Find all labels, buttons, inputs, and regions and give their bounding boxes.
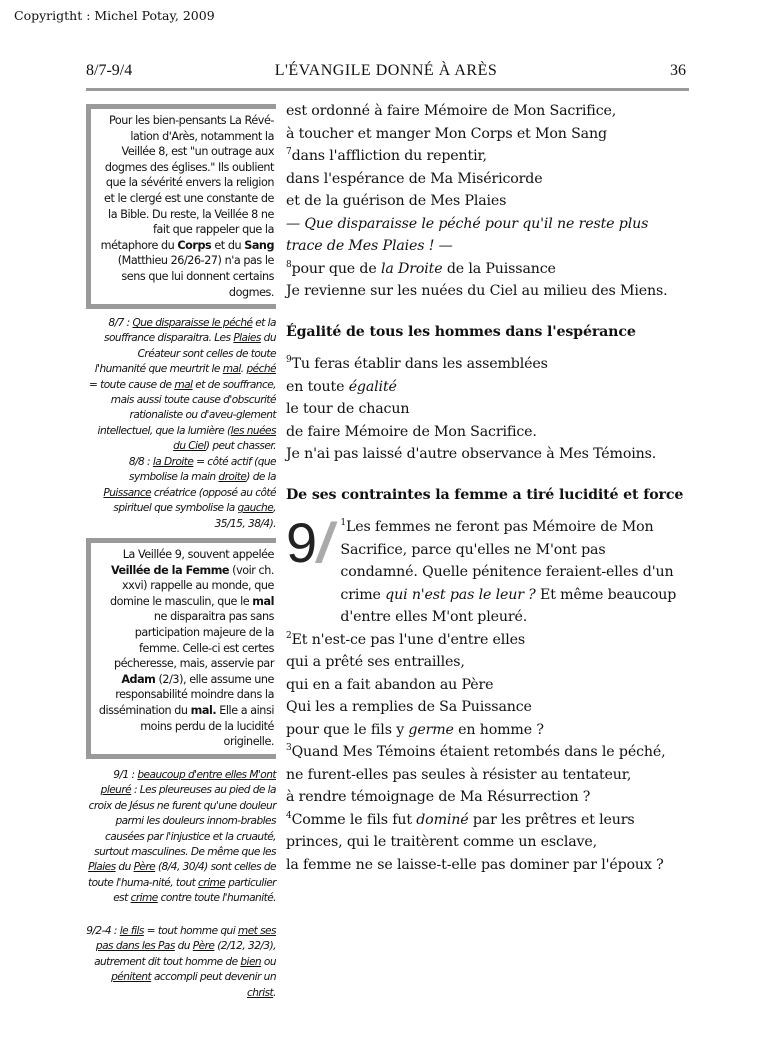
footnote — [86, 455, 276, 532]
verse-text: pour que de — [291, 260, 381, 277]
main-text — [286, 100, 686, 876]
note-underline: Plaies — [88, 861, 116, 874]
note-underline: les nuées du Ciel — [173, 424, 276, 453]
verse-line: Qui les a remplies de Sa Puissance — [286, 699, 532, 715]
box-bold: Sang — [244, 238, 274, 252]
verse-italic: dominé — [416, 811, 469, 828]
box-text: La Veillée 9, souvent appelée — [122, 548, 274, 561]
verse-text: par les prêtres et leurs princes, qui le traitèrent comme un esclave, — [286, 811, 635, 850]
note-text: et la souffrance disparaitra. Les — [104, 317, 276, 345]
note-sep: : — [123, 317, 133, 329]
note-9-1 — [86, 768, 276, 907]
note-8-7 — [86, 316, 276, 455]
verse-number: 2 — [286, 630, 292, 641]
page-number: 36 — [670, 62, 686, 79]
sidebar-box-1 — [86, 104, 276, 309]
chapter-slash: / — [317, 511, 333, 574]
note-underline: Que disparaisse le péché — [132, 317, 253, 329]
footnote — [86, 768, 276, 907]
verse-line: dans l'espérance de Ma Miséricorde — [286, 170, 543, 187]
verse-line — [286, 353, 686, 376]
page-header — [86, 62, 686, 82]
verse-text: Et n'est-ce pas l'une d'entre elles — [291, 631, 525, 648]
verse-line: est ordonné à faire Mémoire de Mon Sacrifice, — [286, 103, 617, 119]
box-text: Pour les bien-pensants La Révé-lation d'Arès, notamment la Veillée 8, est "un outrage aux dogmes des églises." Ils oublient que la sévérité envers la religion et le clergé est une constante de la Bible. Du reste, la Veillée 8 ne fait que rappeler que la métaphore du — [100, 114, 274, 252]
verse-line — [286, 629, 686, 652]
box-bold: Veillée de la Femme — [110, 563, 230, 577]
box-text: (2/3), elle assume une responsabilité moindre dans la dissémination du — [98, 672, 274, 717]
note-text: accompli peut devenir un — [151, 971, 276, 984]
verse-line: Je n'ai pas laissé d'autre observance à Mes Témoins. — [286, 446, 657, 462]
note-text: (8/4, 30/4) sont celles de toute l'huma-nité, tout — [87, 861, 276, 889]
note-text: ) de la — [246, 471, 276, 484]
box-bold: Corps — [177, 238, 212, 252]
verse-italic: — Que disparaisse le péché pour qu'il ne reste plus trace de Mes Plaies ! — — [286, 215, 649, 254]
sidebar-box-2 — [86, 538, 276, 759]
chapter-digit: 9 — [286, 511, 317, 574]
chapter-number — [286, 511, 333, 574]
verse-line — [286, 258, 686, 281]
verse-text: Quand Mes Témoins étaient retombés dans le péché, ne furent-elles pas seules à résister au tentateur, — [286, 744, 666, 783]
verse-text: en homme ? — [453, 721, 544, 738]
verse-number: 8 — [286, 259, 292, 270]
note-text: ) peut chasser. — [205, 440, 276, 453]
note-text: . — [273, 986, 276, 999]
verse-text: Comme le fils fut — [291, 811, 417, 828]
verse-line — [286, 376, 686, 399]
verse-number: 9 — [286, 355, 292, 365]
note-underline: Père — [192, 940, 215, 953]
note-text: contre toute l'humanité. — [157, 892, 276, 905]
note-sep: : — [111, 925, 120, 937]
note-underline: le fils — [119, 925, 144, 937]
note-sep: : — [128, 769, 138, 781]
note-underline: Père — [133, 861, 156, 874]
box-bold: Adam — [121, 672, 156, 686]
box-bold: mal — [252, 594, 274, 608]
note-underline: mal — [222, 363, 241, 376]
note-text: du — [174, 940, 193, 953]
note-ref: 9/1 — [113, 769, 129, 781]
verse-line: de faire Mémoire de Mon Sacrifice. — [286, 423, 537, 440]
commentary-box — [86, 538, 276, 759]
note-text: ou — [261, 955, 276, 968]
note-text: créatrice (opposé au côté spirituel que symbolise la — [113, 486, 276, 515]
note-text: : Les pleureuses au pied de la croix de Jésus ne furent qu'une douleur parmi les douleurs innom-brables causées par l'injustice et la cruauté, surtout masculines. De même que les — [88, 784, 276, 859]
verse-line: à toucher et manger Mon Corps et Mon Sang — [286, 125, 607, 142]
page-title: L'ÉVANGILE DONNÉ À ARÈS — [274, 62, 498, 79]
verse-number: 3 — [286, 743, 292, 753]
note-ref: 8/7 — [108, 317, 124, 329]
verse-text: Les femmes ne feront pas Mémoire de Mon Sacrifice, parce qu'elles ne M'ont pas condamné. Quelle pénitence feraient-elles d'un crime — [340, 519, 674, 603]
verse-line: et de la guérison de Mes Plaies — [286, 193, 507, 209]
verse-line — [286, 809, 686, 854]
box-text: (voir ch. xxvi) rappelle au monde, que domine le masculin, que le — [109, 563, 274, 608]
note-underline: péché — [246, 363, 276, 376]
note-text: du — [115, 861, 134, 874]
verse-line: Je revienne sur les nuées du Ciel au milieu des Miens. — [286, 283, 668, 299]
note-underline: droite — [218, 471, 247, 484]
note-underline: crime — [198, 876, 226, 889]
footnote — [86, 924, 276, 1001]
verse-text: pour que le fils y — [286, 721, 409, 738]
note-text: = côté actif (que symbolise la main — [129, 456, 276, 484]
section-heading: De ses contraintes la femme a tiré lucidité et force — [286, 486, 684, 503]
verse-line — [286, 213, 686, 258]
note-text: . — [240, 363, 247, 376]
verse-line — [340, 516, 686, 629]
box-text: Elle a ainsi moins perdu de la lucidité originelle. — [140, 703, 274, 749]
chapter-block — [286, 511, 686, 629]
note-underline: christ — [246, 986, 274, 999]
verse-number: 4 — [286, 810, 292, 821]
note-text: = toute cause de — [89, 378, 175, 391]
note-underline: met ses pas dans les Pas — [95, 925, 276, 953]
verse-line — [286, 719, 686, 742]
box-bold: mal. — [190, 703, 217, 717]
copyright-notice: Copyrigtht : Michel Potay, 2009 — [14, 8, 215, 23]
note-underline: beaucoup d'entre elles M'ont pleuré — [100, 769, 276, 797]
note-text: particulier est — [113, 876, 276, 905]
verse-line: la femme ne se laisse-t-elle pas dominer par l'époux ? — [286, 856, 664, 873]
note-text: (2/12, 32/3), autrement dit tout homme de — [94, 940, 276, 968]
chapter-text — [340, 516, 686, 629]
box-text: et du — [211, 238, 245, 252]
verse-number: 1 — [340, 518, 346, 528]
note-9-2-4 — [86, 924, 276, 1001]
footnote — [86, 316, 276, 455]
verse-italic: qui n'est pas le leur ? — [385, 586, 536, 603]
note-underline: la Droite — [152, 456, 194, 468]
note-underline: mal — [174, 378, 193, 391]
verse-line: qui a prêté ses entrailles, — [286, 654, 465, 670]
verse-italic: la Droite — [380, 260, 443, 277]
verse-italic: égalité — [348, 378, 397, 395]
note-underline: Plaies — [233, 332, 261, 345]
verse-text: en toute — [286, 378, 349, 395]
header-rule — [86, 88, 689, 91]
verse-line — [286, 741, 686, 786]
note-ref: 8/8 — [128, 456, 145, 468]
verse-text: dans l'affliction du repentir, — [291, 148, 487, 164]
verse-line: qui en a fait abandon au Père — [286, 676, 494, 693]
section-heading: Égalité de tous les hommes dans l'espérance — [286, 323, 636, 340]
note-underline: Puissance — [103, 486, 152, 499]
note-8-8 — [86, 455, 276, 532]
note-text: = tout homme qui — [143, 925, 238, 937]
note-underline: crime — [130, 892, 158, 905]
verse-number: 7 — [286, 147, 292, 157]
box-text: ne disparaitra pas sans participation majeure de la femme. Celle-ci est certes pécheresse, mais, asservie par — [113, 610, 274, 671]
note-sep: : — [144, 456, 153, 468]
commentary-box — [86, 104, 276, 309]
verse-range: 8/7-9/4 — [86, 62, 133, 79]
note-underline: bien — [240, 955, 262, 968]
note-underline: gauche — [237, 502, 274, 515]
verse-text: Et même beaucoup d'entre elles M'ont pleuré. — [340, 586, 677, 625]
note-underline: pénitent — [111, 971, 152, 984]
verse-line: le tour de chacun — [286, 401, 410, 417]
note-text: , 35/15, 38/4). — [214, 502, 276, 530]
note-ref: 9/2-4 — [86, 925, 112, 937]
verse-line — [286, 145, 686, 168]
box-text: (Matthieu 26/26-27) n'a pas le sens que lui donnent certains dogmes. — [117, 254, 274, 299]
verse-text: de la Puissance — [442, 260, 556, 277]
verse-text: Tu feras établir dans les assemblées — [291, 356, 548, 372]
verse-line: à rendre témoignage de Ma Résurrection ? — [286, 789, 591, 805]
note-text: du Créateur sont celles de toute l'humanité que meurtrit le — [94, 332, 276, 376]
verse-italic: germe — [408, 721, 454, 738]
note-text: et de souffrance, mais aussi toute cause d'obscurité rationaliste ou d'aveu-glement intellectuel, que la lumière ( — [97, 378, 276, 437]
